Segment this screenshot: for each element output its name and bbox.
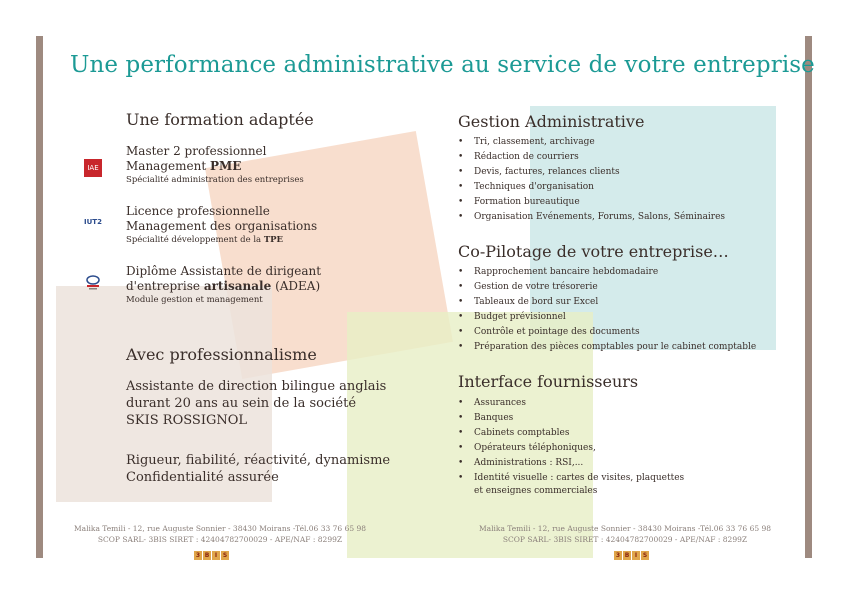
experience-line: Assistante de direction bilingue anglais bbox=[126, 379, 387, 394]
cma-logo-icon bbox=[84, 274, 102, 292]
entry-line-2: d'entreprise artisanale (ADEA) bbox=[126, 279, 321, 293]
entry-specialty: Spécialité développement de la TPE bbox=[126, 235, 284, 245]
list-item: • Administrations : RSI,... bbox=[458, 456, 684, 471]
list-item: • Contrôle et pointage des documents bbox=[458, 325, 756, 340]
formation-entry-licence bbox=[126, 204, 317, 247]
fournisseurs-continuation: et enseignes commerciales bbox=[474, 486, 598, 496]
copilotage-title: Co-Pilotage de votre entreprise… bbox=[458, 242, 729, 261]
experience-line: SKIS ROSSIGNOL bbox=[126, 413, 248, 428]
experience-line: durant 20 ans au sein de la société bbox=[126, 396, 357, 411]
list-item: • Gestion de votre trésorerie bbox=[458, 280, 756, 295]
quality-line: Rigueur, fiabilité, réactivité, dynamisme bbox=[126, 453, 391, 468]
list-item: • Tri, classement, archivage bbox=[458, 135, 725, 150]
list-item: • Cabinets comptables bbox=[458, 426, 684, 441]
list-item: • Identité visuelle : cartes de visites, plaquettes bbox=[458, 471, 684, 486]
list-item: • Préparation des pièces comptables pour le cabinet comptable bbox=[458, 340, 756, 355]
list-item: • Tableaux de bord sur Excel bbox=[458, 295, 756, 310]
entry-line-1: Licence professionnelle bbox=[126, 204, 270, 218]
page-title: Une performance administrative au service de votre entreprise bbox=[70, 52, 815, 78]
list-item: • Assurances bbox=[458, 396, 684, 411]
professionalism-title: Avec professionnalisme bbox=[126, 345, 317, 364]
entry-line-2: Management des organisations bbox=[126, 219, 318, 233]
cma-logo bbox=[84, 274, 102, 292]
iae-logo: IAE bbox=[84, 159, 102, 177]
footer-address: Malika Temili - 12, rue Auguste Sonnier - 38430 Moirans -Tél.06 33 76 65 98 bbox=[478, 524, 772, 533]
footer-left bbox=[58, 523, 382, 545]
fournisseurs-list bbox=[458, 396, 684, 486]
list-item: • Budget prévisionnel bbox=[458, 310, 756, 325]
list-item: • Banques bbox=[458, 411, 684, 426]
3bis-logo: 3 B I S bbox=[615, 552, 648, 559]
fournisseurs-title: Interface fournisseurs bbox=[458, 372, 639, 391]
list-item: • Techniques d'organisation bbox=[458, 180, 725, 195]
iut2-logo: IUT2 bbox=[84, 218, 102, 226]
footer-address: Malika Temili - 12, rue Auguste Sonnier - 38430 Moirans -Tél.06 33 76 65 98 bbox=[73, 524, 367, 533]
list-item: • Rapprochement bancaire hebdomadaire bbox=[458, 265, 756, 280]
experience-text bbox=[126, 378, 386, 429]
left-border-bar bbox=[36, 36, 43, 558]
entry-line-1: Diplôme Assistante de dirigeant bbox=[126, 264, 322, 278]
footer-legal: SCOP SARL- 3BIS SIRET : 42404782700029 - APE/NAF : 8299Z bbox=[502, 535, 748, 544]
formation-entry-master bbox=[126, 144, 304, 187]
qualities-text bbox=[126, 452, 390, 486]
formation-title: Une formation adaptée bbox=[126, 110, 314, 129]
footer-right bbox=[463, 523, 787, 545]
formation-entry-adea bbox=[126, 264, 321, 307]
3bis-logo: 3 B I S bbox=[195, 552, 228, 559]
footer-legal: SCOP SARL- 3BIS SIRET : 42404782700029 - APE/NAF : 8299Z bbox=[97, 535, 343, 544]
entry-line-1: Master 2 professionnel bbox=[126, 144, 267, 158]
gestion-list bbox=[458, 135, 725, 225]
entry-specialty: Module gestion et management bbox=[126, 295, 263, 305]
right-border-bar bbox=[805, 36, 812, 558]
entry-line-2: Management PME bbox=[126, 159, 242, 173]
gestion-title: Gestion Administrative bbox=[458, 112, 645, 131]
copilotage-list bbox=[458, 265, 756, 355]
list-item: • Opérateurs téléphoniques, bbox=[458, 441, 684, 456]
list-item: • Organisation Evénements, Forums, Salons, Séminaires bbox=[458, 210, 725, 225]
list-item: • Formation bureautique bbox=[458, 195, 725, 210]
entry-specialty: Spécialité administration des entreprises bbox=[126, 175, 304, 185]
quality-line: Confidentialité assurée bbox=[126, 470, 279, 485]
list-item: • Devis, factures, relances clients bbox=[458, 165, 725, 180]
list-item: • Rédaction de courriers bbox=[458, 150, 725, 165]
